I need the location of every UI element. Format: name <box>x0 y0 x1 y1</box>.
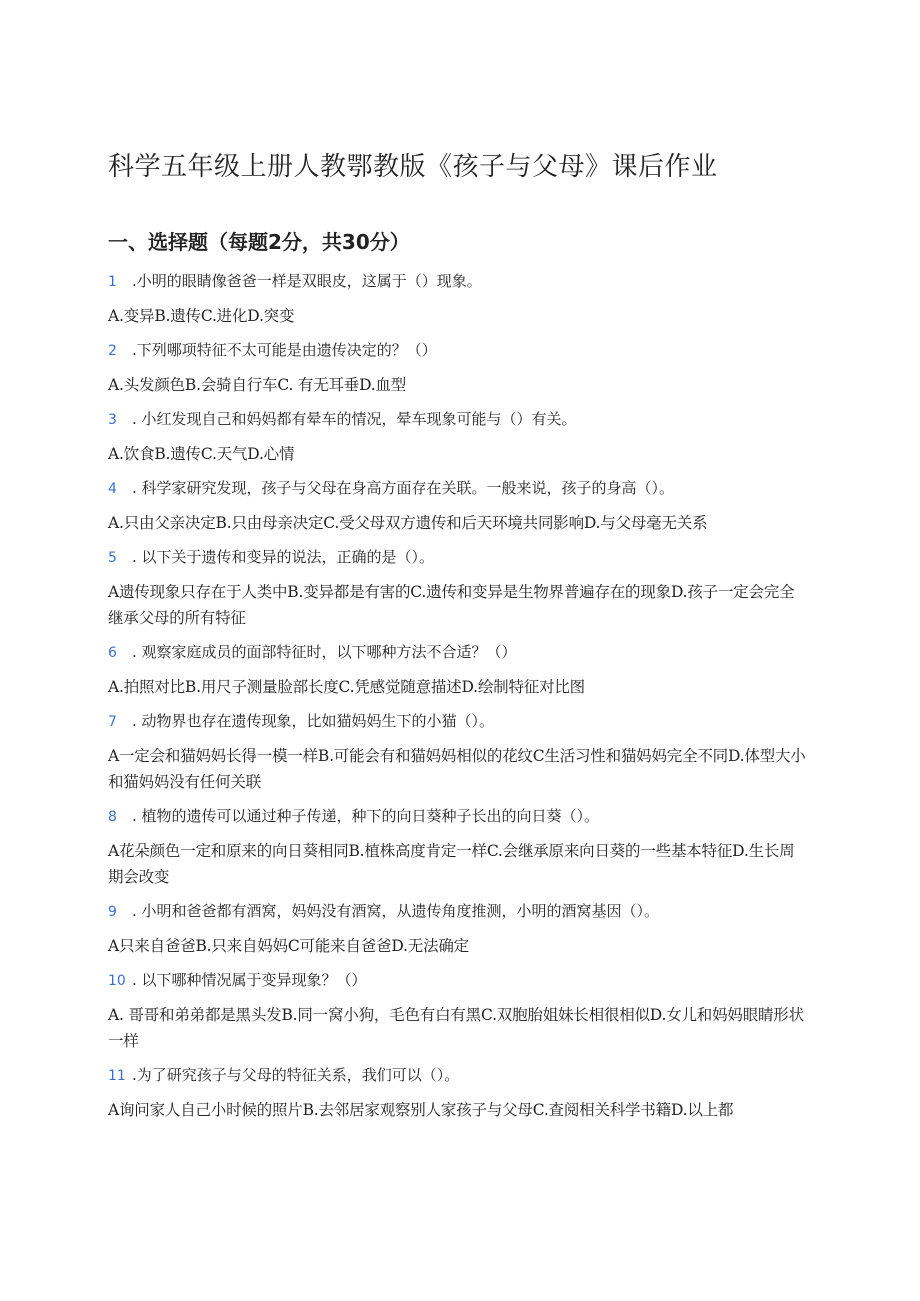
question-item <box>108 546 808 631</box>
question-stem <box>108 710 808 733</box>
question-text: . 小红发现自己和妈妈都有晕车的情况，晕车现象可能与（）有关。 <box>132 410 577 428</box>
question-list <box>108 270 808 1123</box>
question-options: A.变异B.遗传C.进化D.突变 <box>108 307 295 325</box>
question-text: .下列哪项特征不太可能是由遗传决定的？（） <box>132 341 437 359</box>
question-options: A.只由父亲决定B.只由母亲决定C.受父母双方遗传和后天环境共同影响D.与父母毫无关系 <box>108 514 708 532</box>
question-stem <box>108 339 808 362</box>
question-item <box>108 1064 808 1123</box>
question-text: . 以下关于遗传和变异的说法，正确的是（）。 <box>132 548 435 566</box>
question-options: A. 哥哥和弟弟都是黑头发B.同一窝小狗，毛色有白有黑C.双胞胎姐妹长相很相似D.女儿和妈妈眼睛形状一样 <box>108 1006 804 1050</box>
document-title: 科学五年级上册人教鄂教版《孩子与父母》课后作业 <box>108 152 718 182</box>
question-stem <box>108 641 808 664</box>
question-number: 9 <box>108 904 117 920</box>
question-number: 6 <box>108 645 117 661</box>
question-options: A花朵颜色一定和原来的向日葵相同B.植株高度肯定一样C.会继承原来向日葵的一些基本特征D.生长周期会改变 <box>108 842 795 886</box>
question-number: 7 <box>108 714 117 730</box>
question-item <box>108 339 808 398</box>
question-number: 5 <box>108 550 117 566</box>
section-heading: 一、选择题（每题2分，共30分） <box>108 230 410 254</box>
question-text: .为了研究孩子与父母的特征关系，我们可以（）。 <box>132 1066 460 1084</box>
question-stem <box>108 270 808 293</box>
question-text: . 植物的遗传可以通过种子传递，种下的向日葵种子长出的向日葵（）。 <box>132 807 600 825</box>
question-options: A遗传现象只存在于人类中B.变异都是有害的C.遗传和变异是生物界普遍存在的现象D.孩子一定会完全继承父母的所有特征 <box>108 583 795 627</box>
question-number: 10 <box>108 973 126 989</box>
question-stem <box>108 900 808 923</box>
question-item <box>108 969 808 1054</box>
question-number: 11 <box>108 1068 126 1084</box>
question-text: .小明的眼睛像爸爸一样是双眼皮，这属于（）现象。 <box>132 272 482 290</box>
question-stem <box>108 1064 808 1087</box>
question-item <box>108 408 808 467</box>
question-text: . 动物界也存在遗传现象，比如猫妈妈生下的小猫（）。 <box>132 712 495 730</box>
question-text: . 小明和爸爸都有酒窝，妈妈没有酒窝，从遗传角度推测，小明的酒窝基因（）。 <box>132 902 660 920</box>
question-item <box>108 270 808 329</box>
question-item <box>108 710 808 795</box>
question-options: A.饮食B.遗传C.天气D.心情 <box>108 445 295 463</box>
question-number: 4 <box>108 481 117 497</box>
question-item <box>108 805 808 890</box>
question-options: A.拍照对比B.用尺子测量脸部长度C.凭感觉随意描述D.绘制特征对比图 <box>108 678 585 696</box>
question-number: 2 <box>108 343 117 359</box>
question-number: 8 <box>108 809 117 825</box>
document-page <box>108 150 808 1123</box>
question-stem <box>108 546 808 569</box>
question-options: A一定会和猫妈妈长得一模一样B.可能会有和猫妈妈相似的花纹C生活习性和猫妈妈完全不同D.体型大小和猫妈妈没有任何关联 <box>108 747 806 791</box>
question-stem <box>108 805 808 828</box>
question-stem <box>108 969 808 992</box>
question-stem <box>108 477 808 500</box>
question-options: A询问家人自己小时候的照片B.去邻居家观察别人家孩子与父母C.查阅相关科学书籍D.以上都 <box>108 1101 734 1119</box>
question-text: . 科学家研究发现，孩子与父母在身高方面存在关联。一般来说，孩子的身高（）。 <box>132 479 675 497</box>
question-number: 1 <box>108 274 117 290</box>
question-text: . 以下哪种情况属于变异现象？（） <box>132 971 367 989</box>
question-options: A.头发颜色B.会骑自行车C. 有无耳垂D.血型 <box>108 376 407 394</box>
question-stem <box>108 408 808 431</box>
question-item <box>108 641 808 700</box>
question-number: 3 <box>108 412 117 428</box>
question-item <box>108 900 808 959</box>
question-options: A只来自爸爸B.只来自妈妈C可能来自爸爸D.无法确定 <box>108 937 469 955</box>
question-text: . 观察家庭成员的面部特征时，以下哪种方法不合适？（） <box>132 643 517 661</box>
question-item <box>108 477 808 536</box>
